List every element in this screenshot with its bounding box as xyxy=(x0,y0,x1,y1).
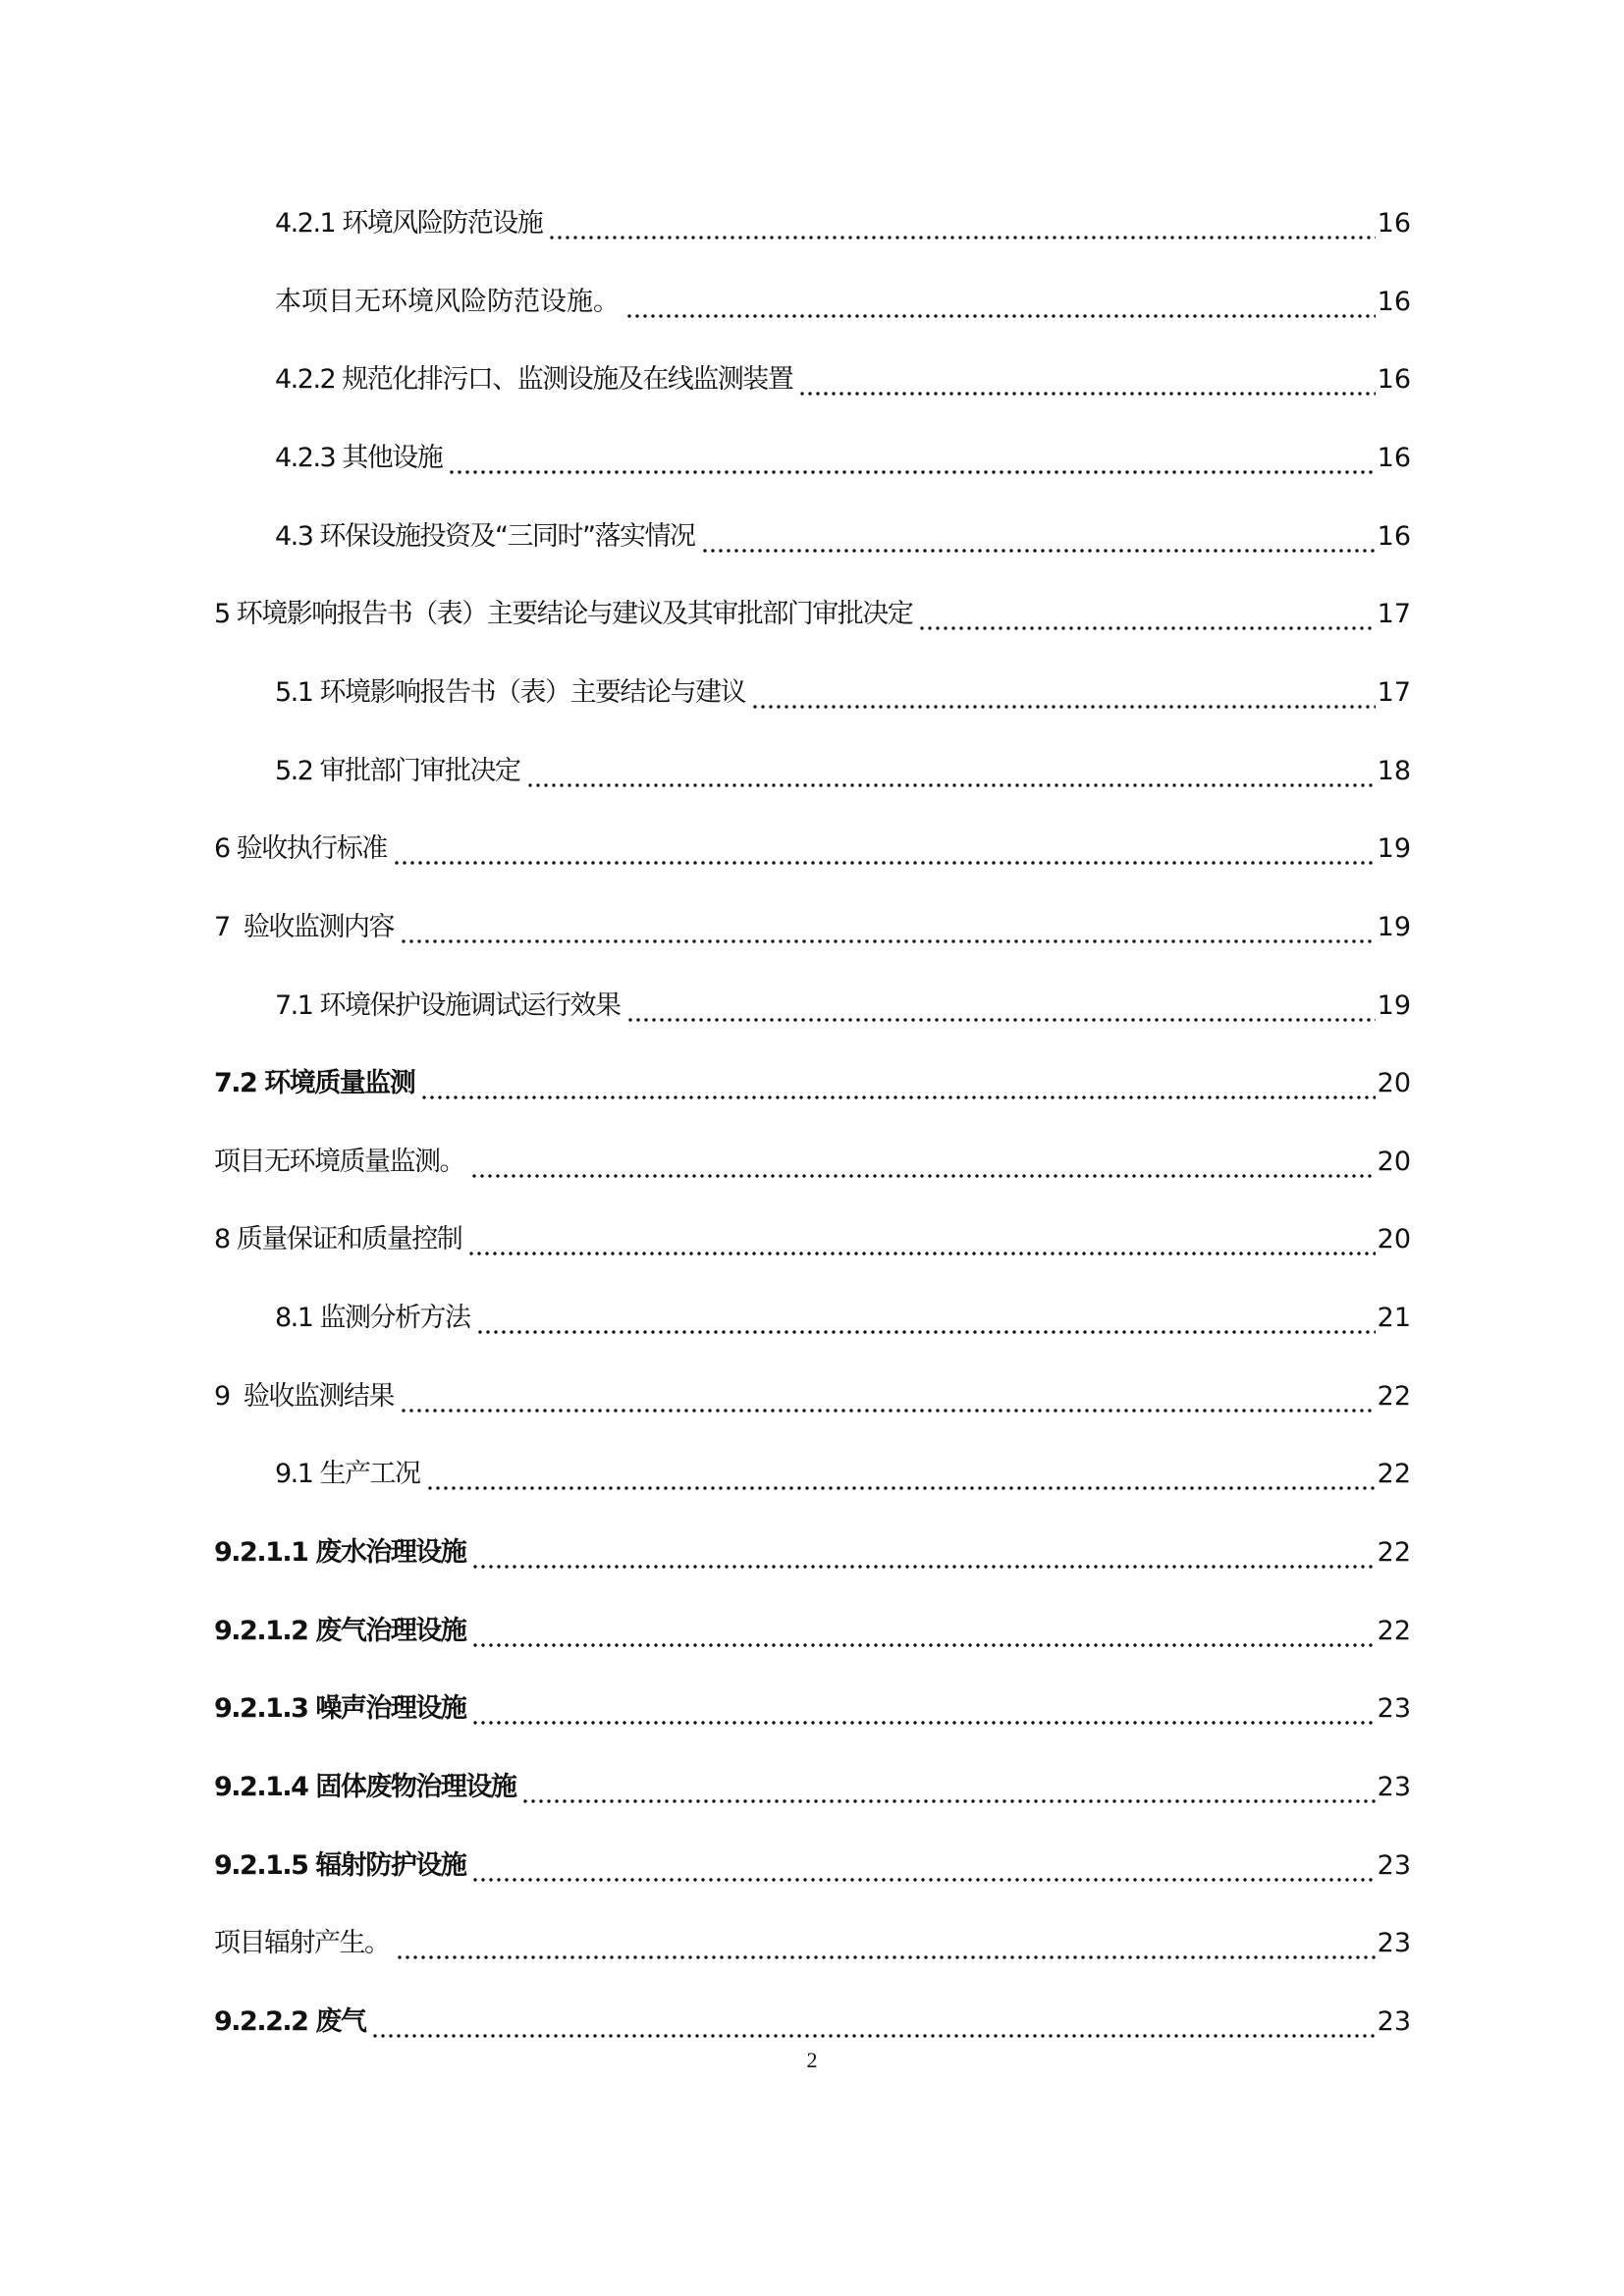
page-number: 2 xyxy=(806,2048,818,2072)
toc-entry-title: 4.3 环保设施投资及“三同时”落实情况 xyxy=(275,520,695,552)
toc-entry[interactable] xyxy=(275,987,1411,1026)
toc-entry[interactable] xyxy=(275,1299,1411,1338)
toc-entry-title: 本项目无环境风险防范设施。 xyxy=(275,286,620,317)
toc-entry-page-number: 20 xyxy=(1377,1068,1411,1099)
toc-entry-title: 4.2.2 规范化排污口、监测设施及在线监测装置 xyxy=(275,364,793,396)
toc-entry-page-number: 19 xyxy=(1377,911,1411,942)
toc-entry[interactable] xyxy=(275,517,1411,557)
toc-entry[interactable] xyxy=(214,908,1411,947)
toc-entry-title: 9.2.1.3 噪声治理设施 xyxy=(214,1693,466,1725)
dot-leader xyxy=(470,1143,1376,1182)
dot-leader xyxy=(471,1533,1375,1573)
toc-entry[interactable] xyxy=(214,1533,1411,1573)
toc-entry[interactable] xyxy=(275,439,1411,478)
dot-leader xyxy=(918,595,1375,634)
toc-entry-page-number: 21 xyxy=(1377,1303,1411,1334)
dot-leader xyxy=(476,1299,1376,1338)
toc-entry[interactable] xyxy=(214,1768,1411,1807)
toc-entry-page-number: 22 xyxy=(1377,1380,1411,1412)
toc-entry-title: 6 验收执行标准 xyxy=(214,833,387,865)
toc-entry[interactable] xyxy=(214,1064,1411,1103)
dot-leader xyxy=(371,2002,1375,2042)
dot-leader xyxy=(471,1689,1375,1729)
toc-entry-page-number: 22 xyxy=(1377,1459,1411,1490)
toc-entry-page-number: 16 xyxy=(1377,208,1411,239)
toc-entry[interactable] xyxy=(214,1220,1411,1259)
toc-entry[interactable] xyxy=(275,1455,1411,1494)
toc-entry-title: 8 质量保证和质量控制 xyxy=(214,1224,462,1255)
toc-entry-page-number: 20 xyxy=(1377,1146,1411,1177)
dot-leader xyxy=(526,752,1376,791)
toc-entry-title: 4.2.1 环境风险防范设施 xyxy=(275,208,543,239)
toc-entry[interactable] xyxy=(214,1846,1411,1886)
toc-entry-page-number: 18 xyxy=(1377,755,1411,786)
toc-entry[interactable] xyxy=(214,829,1411,869)
toc-entry-title: 8.1 监测分析方法 xyxy=(275,1303,470,1334)
toc-entry-page-number: 20 xyxy=(1377,1224,1411,1255)
toc-entry-page-number: 23 xyxy=(1377,1693,1411,1725)
toc-entry-title: 4.2.3 其他设施 xyxy=(275,442,443,473)
dot-leader xyxy=(471,1846,1375,1886)
toc-entry[interactable] xyxy=(275,204,1411,243)
toc-entry-page-number: 23 xyxy=(1377,2005,1411,2037)
toc-entry[interactable] xyxy=(214,1924,1411,1963)
toc-entry-page-number: 19 xyxy=(1377,833,1411,865)
toc-entry-title: 9.2.1.1 废水治理设施 xyxy=(214,1537,466,1569)
toc-entry-page-number: 16 xyxy=(1377,442,1411,473)
toc-entry-title: 项目辐射产生。 xyxy=(214,1928,390,1959)
toc-entry-title: 5.2 审批部门审批决定 xyxy=(275,755,520,786)
dot-leader xyxy=(625,283,1376,322)
toc-entry-title: 7.1 环境保护设施调试运行效果 xyxy=(275,989,621,1021)
toc-entry[interactable] xyxy=(214,595,1411,634)
toc-entry-page-number: 23 xyxy=(1377,1928,1411,1959)
toc-entry-page-number: 22 xyxy=(1377,1537,1411,1569)
toc-entry-page-number: 16 xyxy=(1377,520,1411,552)
toc-entry-page-number: 17 xyxy=(1377,599,1411,630)
toc-entry[interactable] xyxy=(275,360,1411,400)
dot-leader xyxy=(420,1064,1375,1103)
dot-leader xyxy=(393,829,1376,869)
toc-entry-page-number: 22 xyxy=(1377,1615,1411,1646)
dot-leader xyxy=(467,1220,1375,1259)
toc-entry[interactable] xyxy=(214,1377,1411,1416)
toc-entry-page-number: 23 xyxy=(1377,1772,1411,1802)
dot-leader xyxy=(448,439,1375,478)
toc-entry-title: 5 环境影响报告书（表）主要结论与建议及其审批部门审批决定 xyxy=(214,599,913,630)
dot-leader xyxy=(626,987,1376,1026)
dot-leader xyxy=(400,1377,1376,1416)
toc-entry-title: 5.1 环境影响报告书（表）主要结论与建议 xyxy=(275,676,746,708)
toc-entry-title: 9.2.1.4 固体废物治理设施 xyxy=(214,1772,516,1802)
dot-leader xyxy=(426,1455,1376,1494)
toc-entry-page-number: 17 xyxy=(1377,676,1411,708)
toc-entry-page-number: 23 xyxy=(1377,1849,1411,1881)
toc-entry[interactable] xyxy=(214,1689,1411,1729)
toc-entry[interactable] xyxy=(214,2002,1411,2042)
toc-entry[interactable] xyxy=(214,1612,1411,1651)
toc-entry[interactable] xyxy=(214,1143,1411,1182)
toc-entry-title: 7 验收监测内容 xyxy=(214,911,394,942)
dot-leader xyxy=(798,360,1375,400)
toc-entry-page-number: 16 xyxy=(1377,364,1411,396)
toc-entry-title: 9 验收监测结果 xyxy=(214,1380,394,1412)
dot-leader xyxy=(521,1768,1375,1807)
toc-entry-title: 9.2.1.5 辐射防护设施 xyxy=(214,1849,466,1881)
toc-entry-page-number: 16 xyxy=(1377,286,1411,317)
toc-entry-title: 7.2 环境质量监测 xyxy=(214,1068,415,1099)
dot-leader xyxy=(471,1612,1375,1651)
toc-entry-page-number: 19 xyxy=(1377,989,1411,1021)
dot-leader xyxy=(701,517,1376,557)
toc-entry[interactable] xyxy=(275,673,1411,713)
dot-leader xyxy=(751,673,1376,713)
dot-leader xyxy=(400,908,1376,947)
dot-leader xyxy=(548,204,1375,243)
toc-entry-title: 9.2.1.2 废气治理设施 xyxy=(214,1615,466,1646)
toc-entry[interactable] xyxy=(275,283,1411,322)
dot-leader xyxy=(396,1924,1376,1963)
toc-entry-title: 9.2.2.2 废气 xyxy=(214,2005,366,2037)
toc-entry[interactable] xyxy=(275,752,1411,791)
toc-entry-title: 9.1 生产工况 xyxy=(275,1459,420,1490)
toc-entry-title: 项目无环境质量监测。 xyxy=(214,1146,464,1177)
